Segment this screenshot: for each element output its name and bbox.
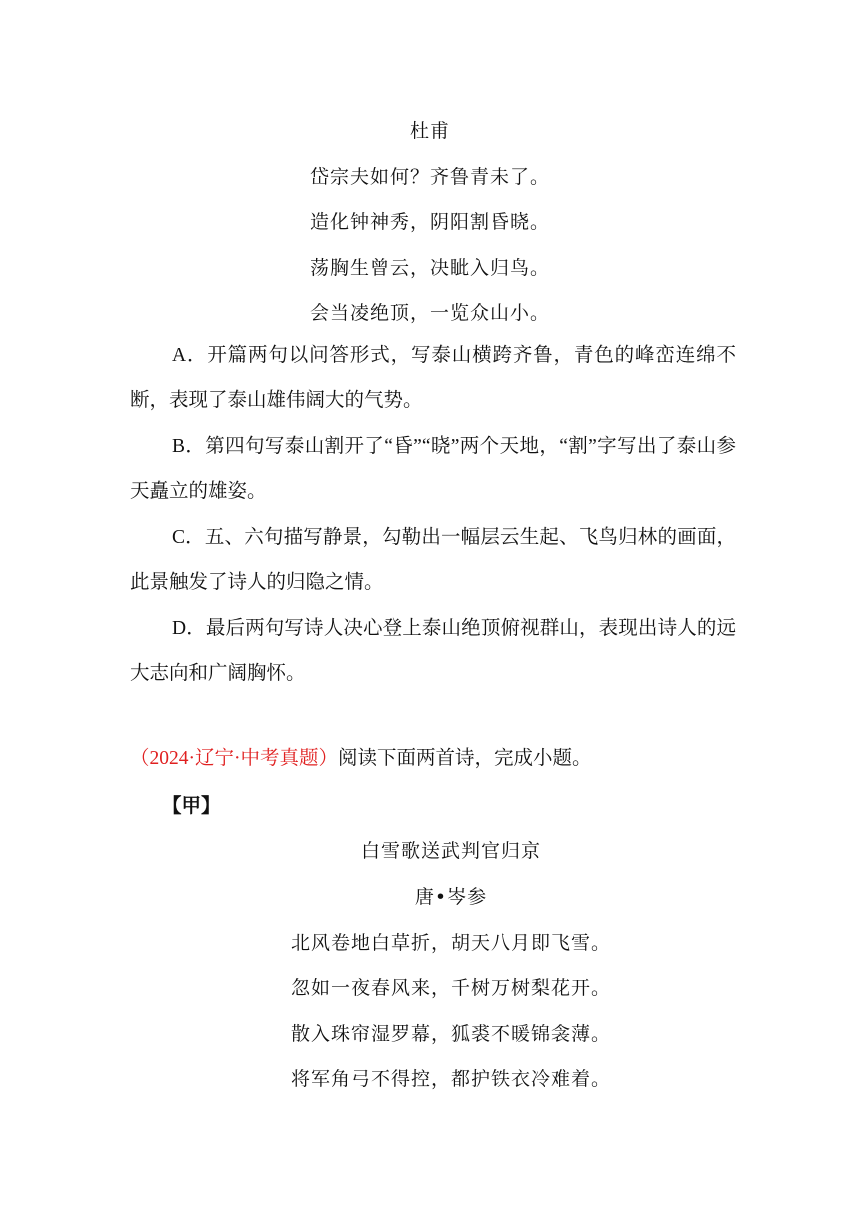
poem1-line: 岱宗夫如何？齐鲁青未了。 [309, 166, 550, 188]
option-c: C．五、六句描写静景，勾勒出一幅层云生起、飞鸟归林的画面，此景触发了诗人的归隐之情。 [130, 527, 736, 593]
poem2-line: 北风卷地白草折，胡天八月即飞雪。 [290, 932, 611, 954]
poem1-line: 会当凌绝顶，一览众山小。 [309, 302, 550, 324]
poem1-line: 荡胸生曾云，决眦入归鸟。 [309, 257, 550, 279]
poem2-line: 散入珠帘湿罗幕，狐裘不暖锦衾薄。 [290, 1023, 611, 1045]
poem1-author: 杜甫 [409, 120, 450, 142]
poem2-line: 忽如一夜春风来，千树万树梨花开。 [290, 977, 611, 999]
poem1-line: 造化钟神秀，阴阳割昏晓。 [309, 211, 550, 233]
poem2-title: 白雪歌送武判官归京 [360, 840, 541, 862]
question-prompt: 阅读下面两首诗，完成小题。 [338, 748, 592, 769]
section-label-jia: 【甲】 [162, 796, 221, 817]
option-d: D．最后两句写诗人决心登上泰山绝顶俯视群山，表现出诗人的远大志向和广阔胸怀。 [130, 618, 736, 684]
option-b: B．第四句写泰山割开了“昏”“晓”两个天地，“割”字写出了泰山参天矗立的雄姿。 [130, 436, 736, 502]
poem2-author: 唐•岑参 [414, 886, 488, 908]
option-a: A．开篇两句以问答形式，写泰山横跨齐鲁，青色的峰峦连绵不断，表现了泰山雄伟阔大的气势。 [130, 345, 736, 411]
poem2-line: 将军角弓不得控，都护铁衣冷难着。 [290, 1068, 611, 1090]
question-source-tag: （2024·辽宁·中考真题） [130, 748, 338, 769]
question-header [130, 742, 592, 770]
